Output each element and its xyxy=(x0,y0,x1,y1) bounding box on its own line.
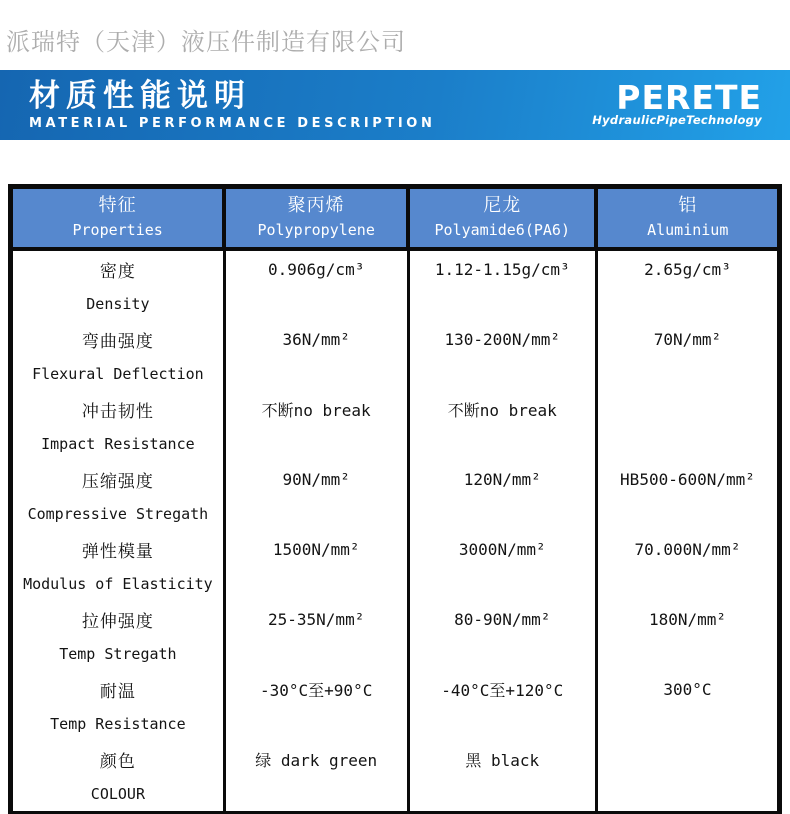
property-label-en: Temp Resistance xyxy=(50,715,186,733)
value-cell xyxy=(596,601,779,671)
value-cell xyxy=(224,321,408,391)
table-row xyxy=(11,531,780,601)
value-cell xyxy=(596,531,779,601)
value-cell xyxy=(224,601,408,671)
property-cell xyxy=(11,601,225,671)
value-text: 0.906g/cm³ xyxy=(268,259,365,279)
value-text: 180N/mm² xyxy=(648,609,726,629)
table-row xyxy=(11,741,780,814)
value-cell xyxy=(596,321,779,391)
value-text: 300°C xyxy=(663,679,712,699)
value-cell xyxy=(224,249,408,321)
value-text: 2.65g/cm³ xyxy=(644,259,731,279)
value-text: 120N/mm² xyxy=(463,469,541,489)
value-text: 1.12-1.15g/cm³ xyxy=(434,259,570,279)
property-cell xyxy=(11,671,225,741)
table-body xyxy=(11,249,780,814)
value-cell xyxy=(408,671,596,741)
value-cell xyxy=(408,741,596,814)
value-text: 1500N/mm² xyxy=(272,539,360,559)
value-text: 70N/mm² xyxy=(653,329,722,349)
property-label-zh: 冲击韧性 xyxy=(81,401,154,422)
property-cell xyxy=(11,391,225,461)
property-label-zh: 密度 xyxy=(99,261,136,282)
property-cell xyxy=(11,531,225,601)
brand-logo-tagline: HydraulicPipeTechnology xyxy=(592,113,762,127)
property-cell xyxy=(11,461,225,531)
property-label-zh: 颜色 xyxy=(99,751,136,772)
property-label-en: Modulus of Elasticity xyxy=(23,575,213,593)
property-label-en: COLOUR xyxy=(90,785,145,803)
value-text: 130-200N/mm² xyxy=(444,329,561,349)
column-header-zh: 聚丙烯 xyxy=(287,194,345,216)
table-row xyxy=(11,671,780,741)
value-cell xyxy=(408,461,596,531)
value-text: 不断no break xyxy=(447,400,557,420)
value-text: 3000N/mm² xyxy=(458,539,546,559)
property-label-en: Impact Resistance xyxy=(41,435,195,453)
banner-title-zh: 材质性能说明 xyxy=(29,78,251,114)
property-cell xyxy=(11,321,225,391)
value-cell xyxy=(408,531,596,601)
value-text: 70.000N/mm² xyxy=(634,539,741,559)
column-header-polyamide xyxy=(408,187,596,249)
property-label-zh: 耐温 xyxy=(99,681,136,702)
table-row xyxy=(11,321,780,391)
value-text: 25-35N/mm² xyxy=(268,609,365,629)
value-cell xyxy=(596,249,779,321)
property-label-en: Density xyxy=(86,295,150,313)
value-text: 黑 black xyxy=(465,750,540,770)
value-cell xyxy=(408,321,596,391)
column-header-en: Polypropylene xyxy=(257,220,375,239)
column-header-en: Properties xyxy=(72,220,163,239)
property-label-zh: 弯曲强度 xyxy=(81,331,154,352)
value-cell xyxy=(408,601,596,671)
value-cell xyxy=(596,391,779,461)
column-header-aluminium xyxy=(596,187,779,249)
property-label-en: Temp Stregath xyxy=(59,645,177,663)
value-text: 90N/mm² xyxy=(282,469,350,489)
value-text: -40°C至+120°C xyxy=(441,680,564,700)
value-cell xyxy=(224,461,408,531)
property-cell xyxy=(11,741,225,814)
value-cell xyxy=(224,741,408,814)
material-spec-table xyxy=(8,184,782,814)
column-header-en: Aluminium xyxy=(647,220,729,239)
value-cell xyxy=(596,741,779,814)
banner-titles xyxy=(0,79,435,131)
value-text: 80-90N/mm² xyxy=(454,609,551,629)
property-cell xyxy=(11,249,225,321)
value-cell xyxy=(408,249,596,321)
value-text: 不断no break xyxy=(261,400,371,420)
material-spec-table-wrap xyxy=(8,184,782,814)
table-row xyxy=(11,461,780,531)
column-header-polypropylene xyxy=(224,187,408,249)
table-row xyxy=(11,601,780,671)
table-header xyxy=(11,187,780,249)
property-label-zh: 拉伸强度 xyxy=(81,611,154,632)
column-header-zh: 铝 xyxy=(678,194,698,216)
value-text: -30°C至+90°C xyxy=(260,680,373,700)
section-banner xyxy=(0,70,790,140)
value-text: 36N/mm² xyxy=(282,329,350,349)
column-header-en: Polyamide6(PA6) xyxy=(434,220,570,239)
value-text xyxy=(598,741,777,778)
value-cell xyxy=(596,461,779,531)
value-cell xyxy=(408,391,596,461)
company-name: 派瑞特（天津）液压件制造有限公司 xyxy=(6,28,406,56)
value-cell xyxy=(224,391,408,461)
value-cell xyxy=(596,671,779,741)
property-label-en: Flexural Deflection xyxy=(32,365,204,383)
banner-title-en: MATERIAL PERFORMANCE DESCRIPTION xyxy=(29,116,436,131)
value-text xyxy=(598,391,777,428)
table-row xyxy=(11,391,780,461)
value-text: HB500-600N/mm² xyxy=(620,469,755,489)
value-text: 绿 dark green xyxy=(255,750,378,770)
brand-logo-text: PERETE xyxy=(616,78,762,117)
property-label-zh: 弹性模量 xyxy=(81,541,154,562)
table-header-row xyxy=(11,187,780,249)
property-label-zh: 压缩强度 xyxy=(81,471,154,492)
table-row xyxy=(11,249,780,321)
value-cell xyxy=(224,531,408,601)
property-label-en: Compressive Stregath xyxy=(27,505,209,523)
column-header-zh: 特征 xyxy=(98,194,137,216)
value-cell xyxy=(224,671,408,741)
brand-logo xyxy=(592,78,790,127)
column-header-properties xyxy=(11,187,225,249)
column-header-zh: 尼龙 xyxy=(483,194,522,216)
